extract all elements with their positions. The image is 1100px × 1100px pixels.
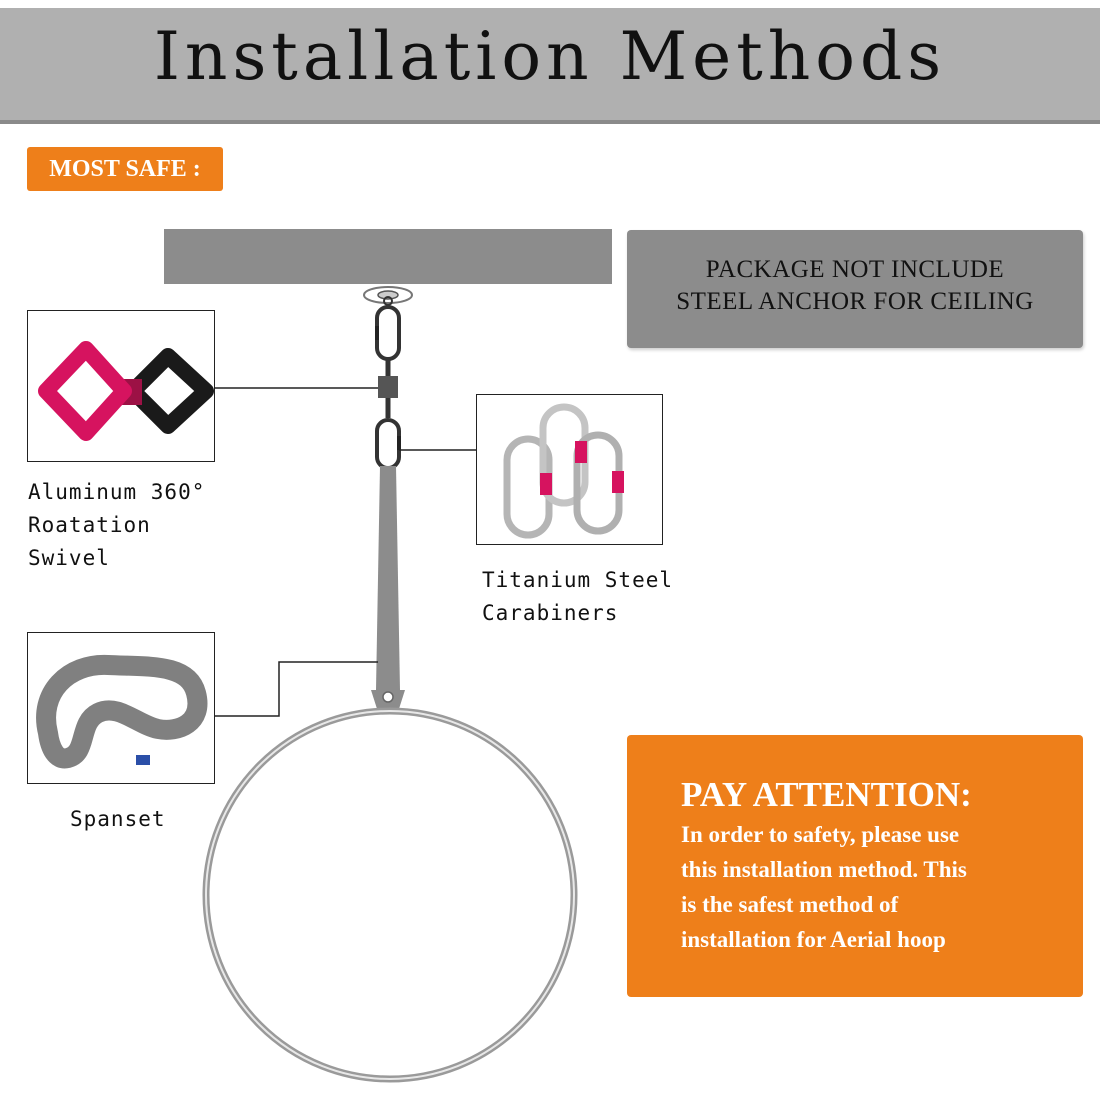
spanset-caption bbox=[70, 803, 166, 836]
spanset-icon bbox=[28, 633, 214, 783]
spanset-caption-line: Spanset bbox=[70, 807, 166, 831]
carabiner-caption-line: Titanium Steel bbox=[482, 568, 674, 592]
carabiner-caption-line: Carabiners bbox=[482, 601, 619, 625]
spanset-strap bbox=[371, 466, 405, 712]
carabiner-caption bbox=[482, 564, 673, 630]
attention-title: PAY ATTENTION: bbox=[681, 775, 972, 814]
ceiling-anchor-icon bbox=[364, 287, 412, 305]
attention-line: In order to safety, please use bbox=[681, 822, 960, 847]
spanset-photo bbox=[27, 632, 215, 784]
notice-line-2: STEEL ANCHOR FOR CEILING bbox=[676, 288, 1034, 315]
most-safe-badge: MOST SAFE : bbox=[27, 147, 223, 191]
attention-line: is the safest method of bbox=[681, 892, 899, 917]
page-title: Installation Methods bbox=[153, 18, 947, 95]
aerial-hoop bbox=[206, 711, 574, 1079]
swivel-caption-line: Roatation bbox=[28, 513, 151, 537]
top-carabiner-icon bbox=[375, 307, 399, 359]
swivel-icon bbox=[28, 311, 214, 461]
package-notice bbox=[627, 230, 1083, 348]
attention-box bbox=[627, 735, 1083, 997]
swivel-caption-line: Aluminum 360° bbox=[28, 480, 206, 504]
swivel-caption bbox=[28, 476, 205, 575]
notice-line-1: PACKAGE NOT INCLUDE bbox=[705, 256, 1005, 283]
swivel-rig-icon bbox=[378, 359, 398, 418]
swivel-photo bbox=[27, 310, 215, 462]
ceiling-beam bbox=[164, 229, 612, 284]
attention-body bbox=[681, 817, 1071, 957]
spanset-leader-line bbox=[214, 662, 378, 716]
swivel-caption-line: Swivel bbox=[28, 546, 110, 570]
attention-line: installation for Aerial hoop bbox=[681, 927, 946, 952]
lower-carabiner-icon bbox=[377, 420, 401, 468]
attention-line: this installation method. This bbox=[681, 857, 967, 882]
carabiner-photo bbox=[476, 394, 663, 545]
package-notice-text bbox=[627, 254, 1083, 318]
carabiner-icon bbox=[477, 395, 662, 544]
